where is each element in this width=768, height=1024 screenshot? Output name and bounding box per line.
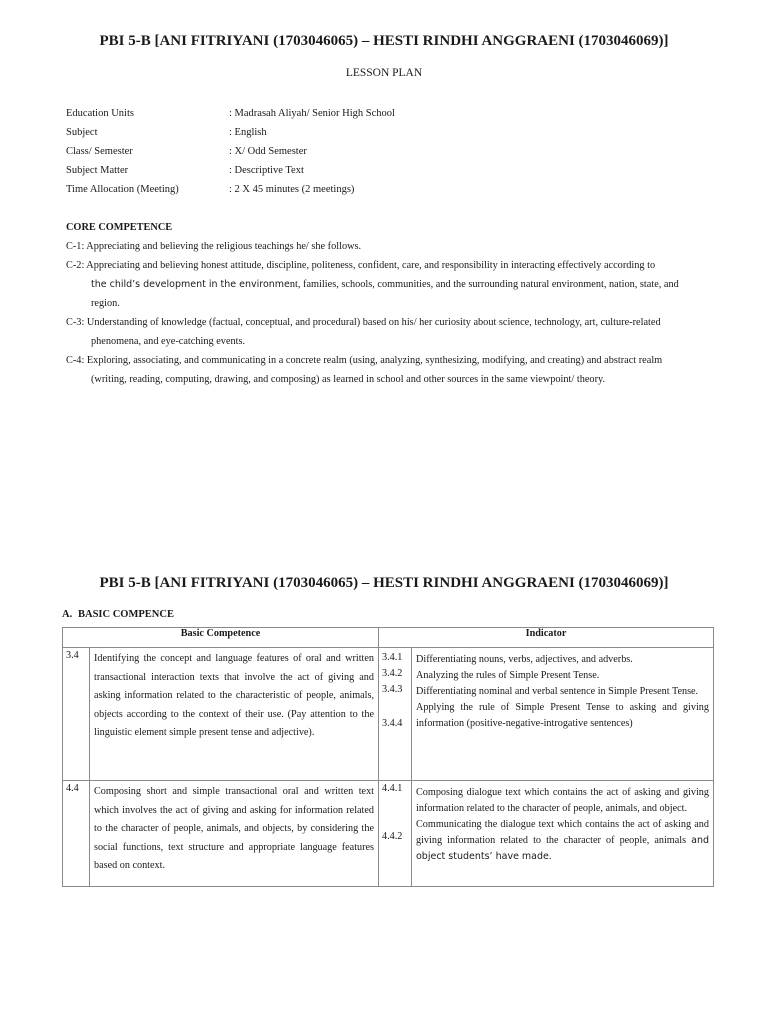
info-value: : Descriptive Text: [229, 165, 304, 176]
table-row: [63, 648, 714, 781]
handwritten-text: the child’s development in the environme: [91, 279, 290, 290]
competence-number: 3.4: [63, 648, 90, 781]
indicator-list: [412, 781, 714, 887]
indicator-number: 3.4.1: [382, 652, 403, 663]
info-row-subject-matter: [66, 161, 395, 180]
indicator-number: 3.4.3: [382, 684, 403, 695]
indicator-item: Differentiating nominal and verbal sentence in Simple Present Tense.: [416, 686, 699, 697]
core-item-text: C-3: Understanding of knowledge (factual, conceptual, and procedural) based on his/ her curiosity about science, technology, art, culture-related: [66, 317, 661, 328]
indicator-numbers: [379, 648, 412, 781]
indicator-number: 3.4.4: [382, 718, 403, 729]
info-row-class-semester: [66, 142, 395, 161]
core-item-text: C-2: Appreciating and believing honest attitude, discipline, politeness, confident, care, and responsibility in interacting effectively according to: [66, 260, 656, 271]
competence-number: 4.4: [63, 781, 90, 887]
info-value: : English: [229, 127, 267, 138]
core-item-text: nt, families, schools, communities, and the surrounding natural environment, nation, state, and: [289, 279, 679, 290]
indicator-number: 3.4.2: [382, 668, 403, 679]
indicator-numbers: [379, 781, 412, 887]
info-label: Education Units: [66, 108, 134, 119]
indicator-item: Differentiating nouns, verbs, adjectives, and adverbs.: [416, 654, 633, 665]
core-item-text: region.: [91, 298, 120, 309]
info-label: Subject Matter: [66, 165, 129, 176]
indicator-text: Communicating the dialogue text which contains the act of asking and giving information related to the character of people, animals: [416, 819, 709, 846]
core-competence-heading: CORE COMPETENCE: [66, 222, 173, 233]
info-row-education-units: [66, 104, 395, 123]
section-title: BASIC COMPENCE: [78, 609, 174, 620]
competence-text: Composing short and simple transactional oral and written text which involves the act of giving and asking for information related to the character of people, animals, and objects, by considering the social functions, text structure and appropriate language features based on context.: [90, 781, 379, 887]
competence-table: [62, 627, 714, 887]
indicator-item: Composing dialogue text which contains the act of asking and giving information related to the character of people, animals, and object.: [416, 787, 709, 814]
section-a-heading: [62, 609, 174, 620]
indicator-item: [416, 817, 709, 865]
info-value: : X/ Odd Semester: [229, 146, 307, 157]
core-item-c4: [66, 351, 706, 389]
info-label: Class/ Semester: [66, 146, 133, 157]
indicator-number: 4.4.1: [382, 783, 403, 794]
info-value: : Madrasah Aliyah/ Senior High School: [229, 108, 395, 119]
core-item-c1: C-1: Appreciating and believing the religious teachings he/ she follows.: [66, 241, 362, 252]
indicator-item: Analyzing the rules of Simple Present Tense.: [416, 670, 600, 681]
document-title: LESSON PLAN: [345, 67, 423, 79]
column-header-indicator: Indicator: [379, 628, 714, 648]
column-header-basic-competence: Basic Competence: [63, 628, 379, 648]
info-block: [66, 104, 395, 199]
indicator-list: [412, 648, 714, 781]
core-competence-section: [66, 218, 706, 389]
info-row-subject: [66, 123, 395, 142]
section-letter: A.: [62, 609, 73, 620]
core-item-c2: [66, 256, 706, 313]
info-value: : 2 X 45 minutes (2 meetings): [229, 184, 355, 195]
core-item-text: (writing, reading, computing, drawing, and composing) as learned in school and other sources in the same viewpoint/ theory.: [91, 374, 606, 385]
indicator-number: 4.4.2: [382, 831, 403, 842]
page-header: PBI 5-B [ANI FITRIYANI (1703046065) – HESTI RINDHI ANGGRAENI (1703046069)]: [99, 575, 669, 591]
core-item-text: phenomena, and eye-catching events.: [91, 336, 246, 347]
handwritten-text: and object students’ have made: [416, 835, 709, 862]
info-row-time-allocation: [66, 180, 395, 199]
indicator-text-end: .: [548, 851, 552, 862]
info-label: Subject: [66, 127, 98, 138]
page-header: PBI 5-B [ANI FITRIYANI (1703046065) – HESTI RINDHI ANGGRAENI (1703046069)]: [99, 33, 669, 49]
table-header-row: [63, 628, 714, 648]
competence-text: Identifying the concept and language features of oral and written transactional interaction texts that involve the act of giving and asking information related to the characteristic of people, animals, objects according to the context of their use. (Pay attention to the linguistic element simple present tense and adjective).: [90, 648, 379, 781]
indicator-item: Applying the rule of Simple Present Tense to asking and giving information (positive-negative-introgative sentences): [416, 702, 709, 729]
table-row: [63, 781, 714, 887]
info-label: Time Allocation (Meeting): [66, 184, 179, 195]
core-item-c3: [66, 313, 706, 351]
core-item-text: C-4: Exploring, associating, and communicating in a concrete realm (using, analyzing, synthesizing, modifying, and creating) and abstract realm: [66, 355, 663, 366]
